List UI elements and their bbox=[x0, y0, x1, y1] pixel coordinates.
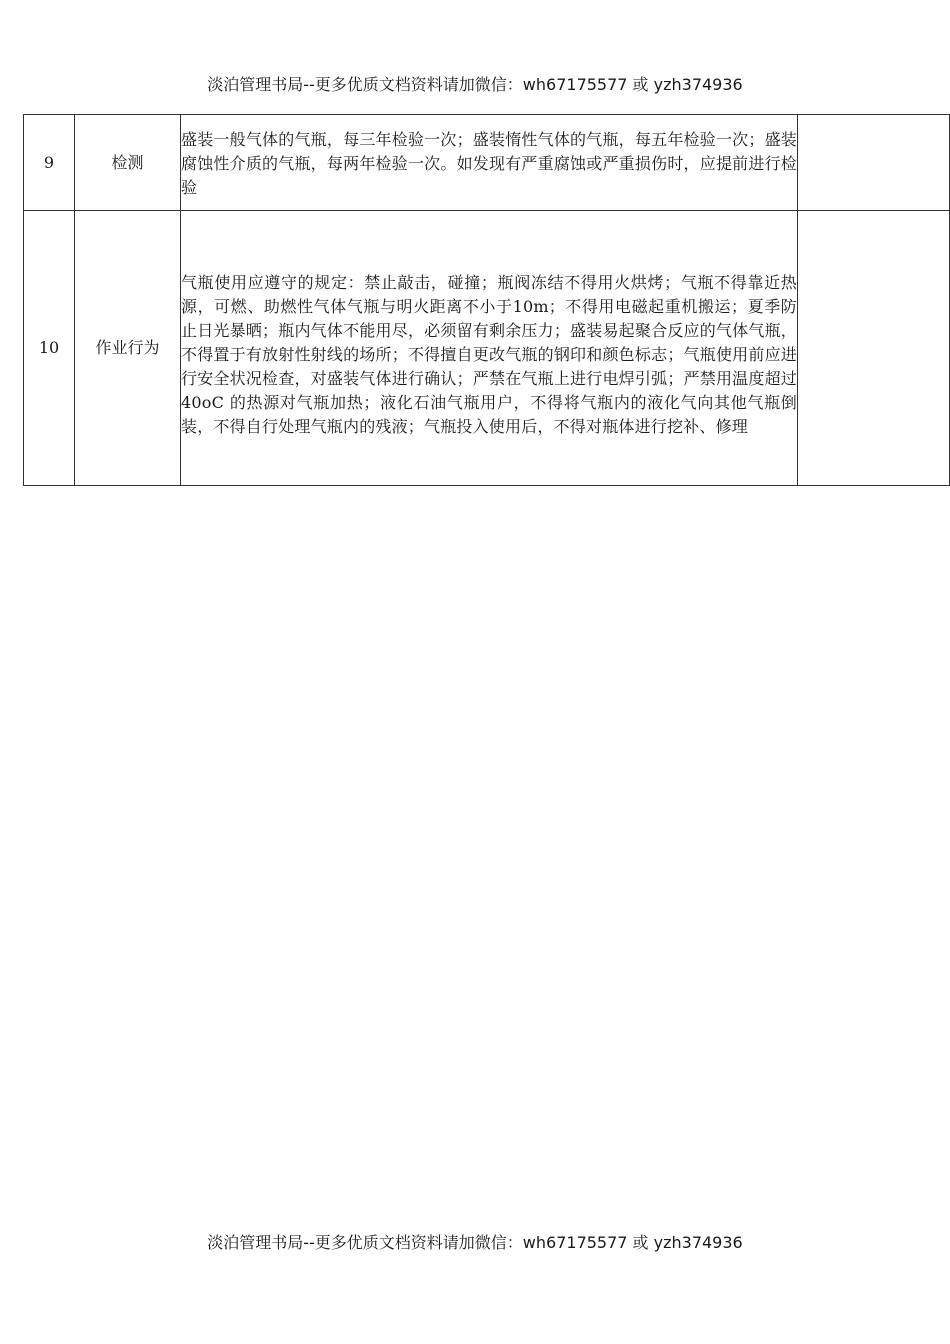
row-category: 作业行为 bbox=[75, 211, 181, 486]
row-content: 气瓶使用应遵守的规定：禁止敲击，碰撞；瓶阀冻结不得用火烘烤；气瓶不得靠近热源，可燃、助燃性气体气瓶与明火距离不小于10m；不得用电磁起重机搬运；夏季防止日光暴晒；瓶内气体不能用尽，必须留有剩余压力；盛装易起聚合反应的气体气瓶，不得置于有放射性射线的场所；不得擅自更改气瓶的钢印和颜色标志；气瓶使用前应进行安全状况检查，对盛装气体进行确认；严禁在气瓶上进行电焊引弧；严禁用温度超过 40oC 的热源对气瓶加热；液化石油气瓶用户，不得将气瓶内的液化气向其他气瓶倒装，不得自行处理气瓶内的残液；气瓶投入使用后，不得对瓶体进行挖补、修理 bbox=[181, 211, 798, 486]
row-number: 10 bbox=[24, 211, 75, 486]
row-remarks bbox=[798, 115, 950, 211]
table-row bbox=[24, 211, 950, 486]
regulation-table bbox=[23, 114, 950, 486]
row-category: 检测 bbox=[75, 115, 181, 211]
page-footer: 淡泊管理书局--更多优质文档资料请加微信：wh67175577 或 yzh374936 bbox=[207, 1233, 743, 1252]
page-header: 淡泊管理书局--更多优质文档资料请加微信：wh67175577 或 yzh374936 bbox=[207, 75, 743, 94]
row-number: 9 bbox=[24, 115, 75, 211]
row-content: 盛装一般气体的气瓶，每三年检验一次；盛装惰性气体的气瓶，每五年检验一次；盛装腐蚀性介质的气瓶，每两年检验一次。如发现有严重腐蚀或严重损伤时，应提前进行检验 bbox=[181, 115, 798, 211]
row-remarks bbox=[798, 211, 950, 486]
table-row bbox=[24, 115, 950, 211]
